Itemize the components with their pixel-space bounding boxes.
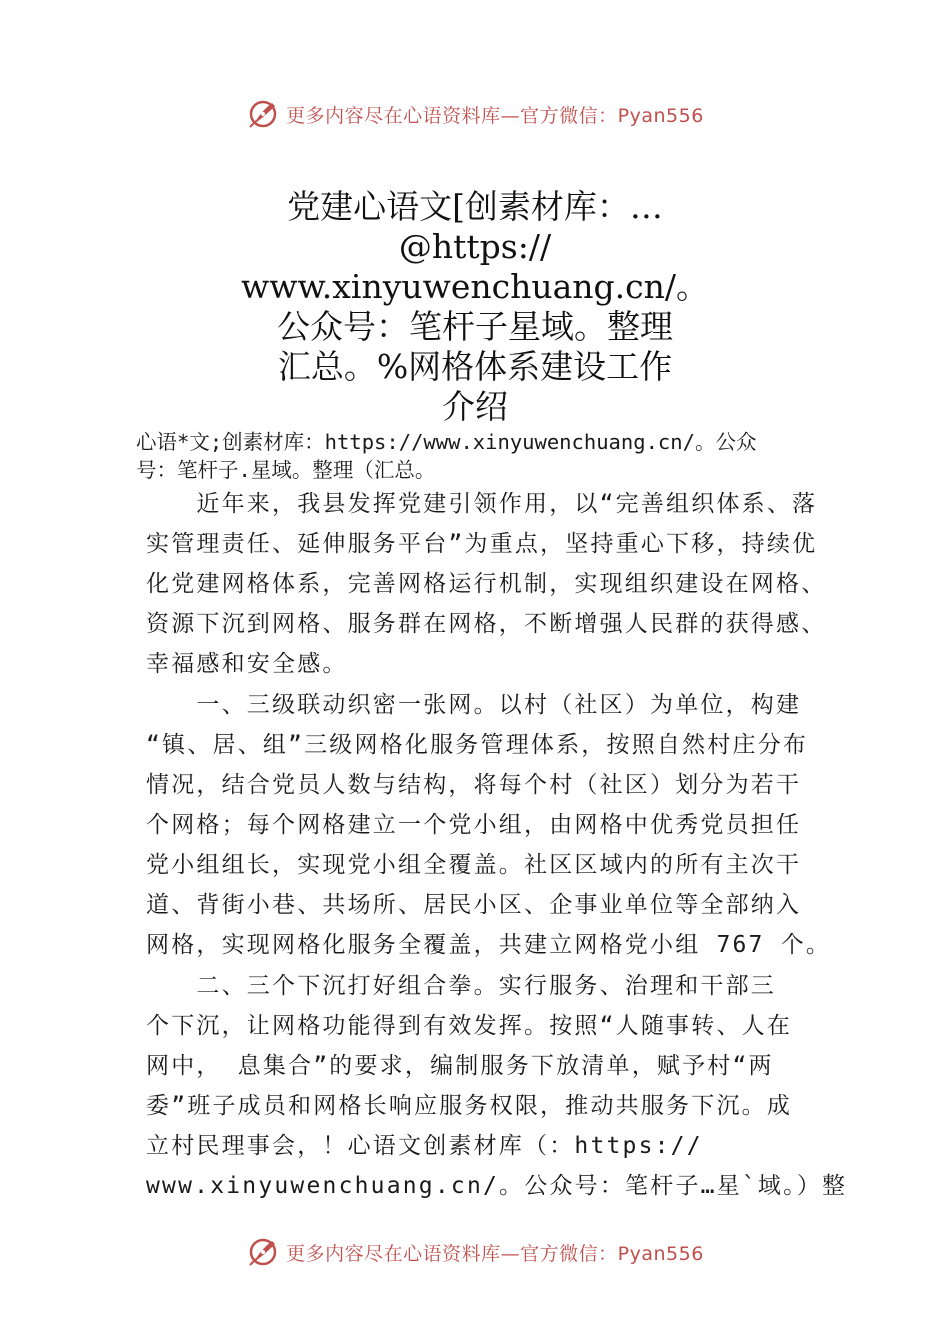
paragraph-line: 实管理责任、延伸服务平台”为重点，坚持重心下移，持续优 [146,531,818,557]
banner-wechat-id: Pyan556 [617,1242,704,1265]
banner-text [286,101,704,128]
paragraph-line: 党小组组长，实现党小组全覆盖。社区区域内的所有主次干 [146,852,802,878]
header-banner-content [246,97,704,131]
paragraph-line: 化党建网格体系，完善网格运行机制，实现组织建设在网格、 [146,571,827,597]
pen-nib-logo-icon [246,97,280,131]
paragraph-line: “镇、居、组”三级网格化服务管理体系，按照自然村庄分布 [146,732,809,758]
paragraph-line: 立村民理事会，！心语文创素材库（：https:// [146,1133,703,1159]
paragraph-line: 资源下沉到网格、服务群在网格，不断增强人民群的获得感、 [146,611,827,637]
paragraph-line: 道、背街小巷、共场所、居民小区、企事业单位等全部纳入 [146,892,802,918]
pen-nib-logo-icon [246,1235,280,1269]
title-line: www.xinyuwenchuang.cn/。 [240,267,710,306]
paragraph-line: 个下沉，让网格功能得到有效发挥。按照“人随事转、人在 [146,1013,793,1039]
body-paragraph-section-two [146,966,848,1206]
banner-label: 更多内容尽在心语资料库—官方微信： [286,1242,618,1265]
header-banner [0,94,950,134]
title-line: 汇总。%网格体系建设工作 [277,347,673,386]
paragraph-line: 近年来，我县发挥党建引领作用，以“完善组织体系、落 [146,491,818,517]
paragraph-line: 情况，结合党员人数与结构，将每个村（社区）划分为若干 [146,772,802,798]
paragraph-line: 委”班子成员和网格长响应服务权限，推动共服务下沉。成 [146,1093,793,1119]
paragraph-line: 网中， 息集合”的要求，编制服务下放清单，赋予村“两 [146,1053,774,1079]
banner-text [286,1239,704,1266]
title-line: 介绍 [442,387,508,426]
title-line: 公众号：笔杆子星域。整理 [277,307,673,346]
paragraph-line: 网格，实现网格化服务全覆盖，共建立网格党小组 767 个。 [146,932,832,958]
footer-banner-content [246,1235,704,1269]
paragraph-line: 一、三级联动织密一张网。以村（社区）为单位，构建 [146,692,802,718]
source-note [136,428,836,484]
paragraph-line: 个网格；每个网格建立一个党小组，由网格中优秀党员担任 [146,812,802,838]
paragraph-line: 幸福感和安全感。 [146,651,348,677]
banner-label: 更多内容尽在心语资料库—官方微信： [286,104,618,127]
body-paragraph-section-one [146,685,832,965]
footer-banner [0,1232,950,1272]
title-line: 党建心语文[创素材库：… [287,187,663,226]
source-note-line: 号：笔杆子.星域。整理（汇总。 [136,458,436,482]
source-note-line: 心语*文;创素材库：https://www.xinyuwenchuang.cn/。公众 [136,430,757,454]
document-title [150,187,800,427]
title-line: @https:// [398,227,552,266]
paragraph-line: www.xinyuwenchuang.cn/。公众号：笔杆子…星`域。）整 [146,1173,848,1199]
body-paragraph-intro [146,484,826,684]
paragraph-line: 二、三个下沉打好组合拳。实行服务、治理和干部三 [146,973,776,999]
banner-wechat-id: Pyan556 [617,104,704,127]
